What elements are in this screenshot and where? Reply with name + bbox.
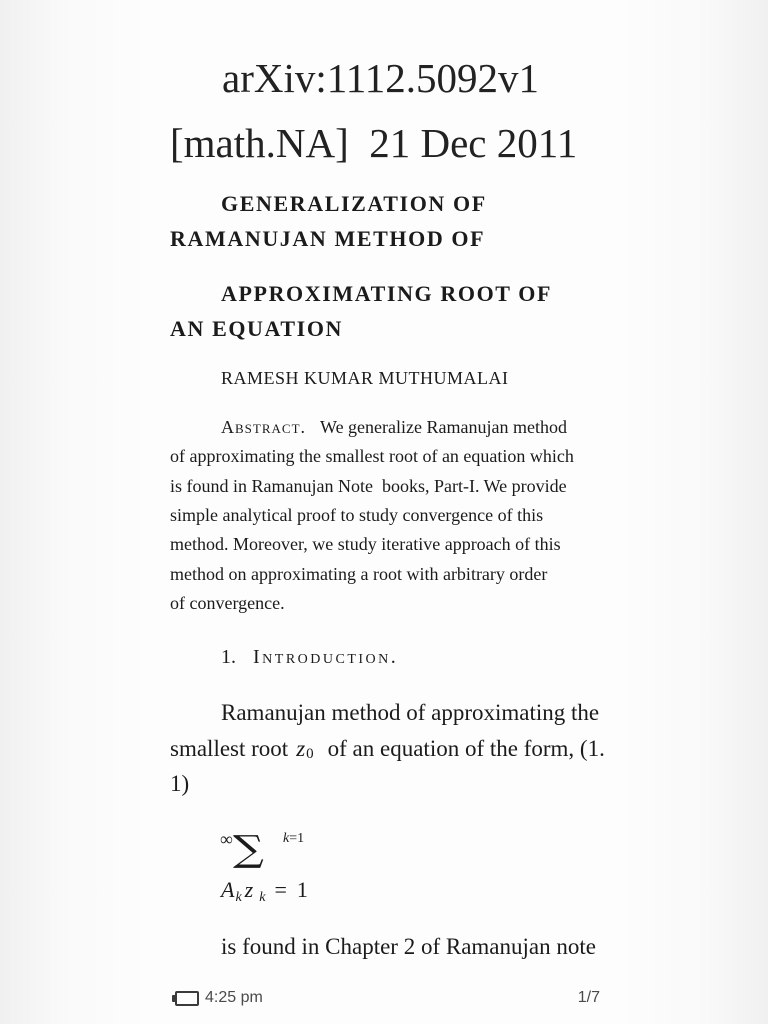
section-number: 1. — [221, 646, 236, 668]
paper-author: RAMESH KUMAR MUTHUMALAI — [221, 368, 509, 388]
equation-infinity-symbol: ∞ — [220, 829, 233, 849]
abstract-line: of convergence. — [170, 593, 285, 613]
arxiv-identifier: arXiv:1112.5092v1 — [222, 55, 539, 101]
body-text-line: is found in Chapter 2 of Ramanujan note — [221, 934, 596, 959]
equation-index-variable: k — [283, 831, 290, 846]
equation-coefficient-subscript: k — [235, 890, 242, 905]
body-text-line: 1) — [170, 771, 190, 796]
body-text-segment: smallest root — [170, 736, 289, 761]
body-text-line — [170, 737, 605, 762]
battery-body — [175, 991, 199, 1006]
equation-relation: = — [274, 877, 287, 902]
section-title: Introduction. — [253, 646, 399, 668]
equation-variable: z — [244, 877, 254, 902]
abstract-line: is found in Ramanujan Note books, Part-I. We provide — [170, 476, 567, 496]
paper-title-line: RAMANUJAN METHOD OF — [170, 226, 486, 251]
equation-index-value: =1 — [289, 831, 305, 846]
abstract-line: simple analytical proof to study convergence of this — [170, 505, 544, 525]
equation-variable-subscript: k — [259, 890, 266, 905]
body-text-segment: of an equation of the form, (1. — [327, 736, 605, 761]
paper-title-line: GENERALIZATION OF — [221, 191, 487, 216]
paper-title-line: APPROXIMATING ROOT OF — [221, 281, 553, 306]
abstract-line: of approximating the smallest root of an equation which — [170, 446, 574, 466]
page-indicator: 1/7 — [577, 989, 600, 1006]
math-variable: z — [296, 736, 306, 761]
abstract-label: Abstract. — [221, 417, 307, 437]
abstract-line: method. Moreover, we study iterative approach of this — [170, 534, 561, 554]
equation-sum-index — [283, 832, 304, 846]
abstract-line: method on approximating a root with arbitrary order — [170, 564, 548, 584]
battery-icon — [172, 991, 199, 1006]
paper-title-line: AN EQUATION — [170, 316, 344, 341]
abstract-line-text: We generalize Ramanujan method — [320, 417, 567, 437]
equation-sum-symbol: ∑ — [233, 829, 264, 870]
section-heading — [221, 647, 398, 667]
arxiv-subject-date: [math.NA] 21 Dec 2011 — [170, 120, 578, 166]
body-text-line: Ramanujan method of approximating the — [221, 700, 600, 725]
math-subscript: 0 — [306, 746, 314, 762]
equation-coefficient: A — [221, 877, 235, 902]
equation-rhs: 1 — [296, 877, 308, 902]
status-time: 4:25 pm — [205, 989, 263, 1006]
equation-term — [221, 879, 308, 905]
abstract-line — [221, 418, 567, 436]
